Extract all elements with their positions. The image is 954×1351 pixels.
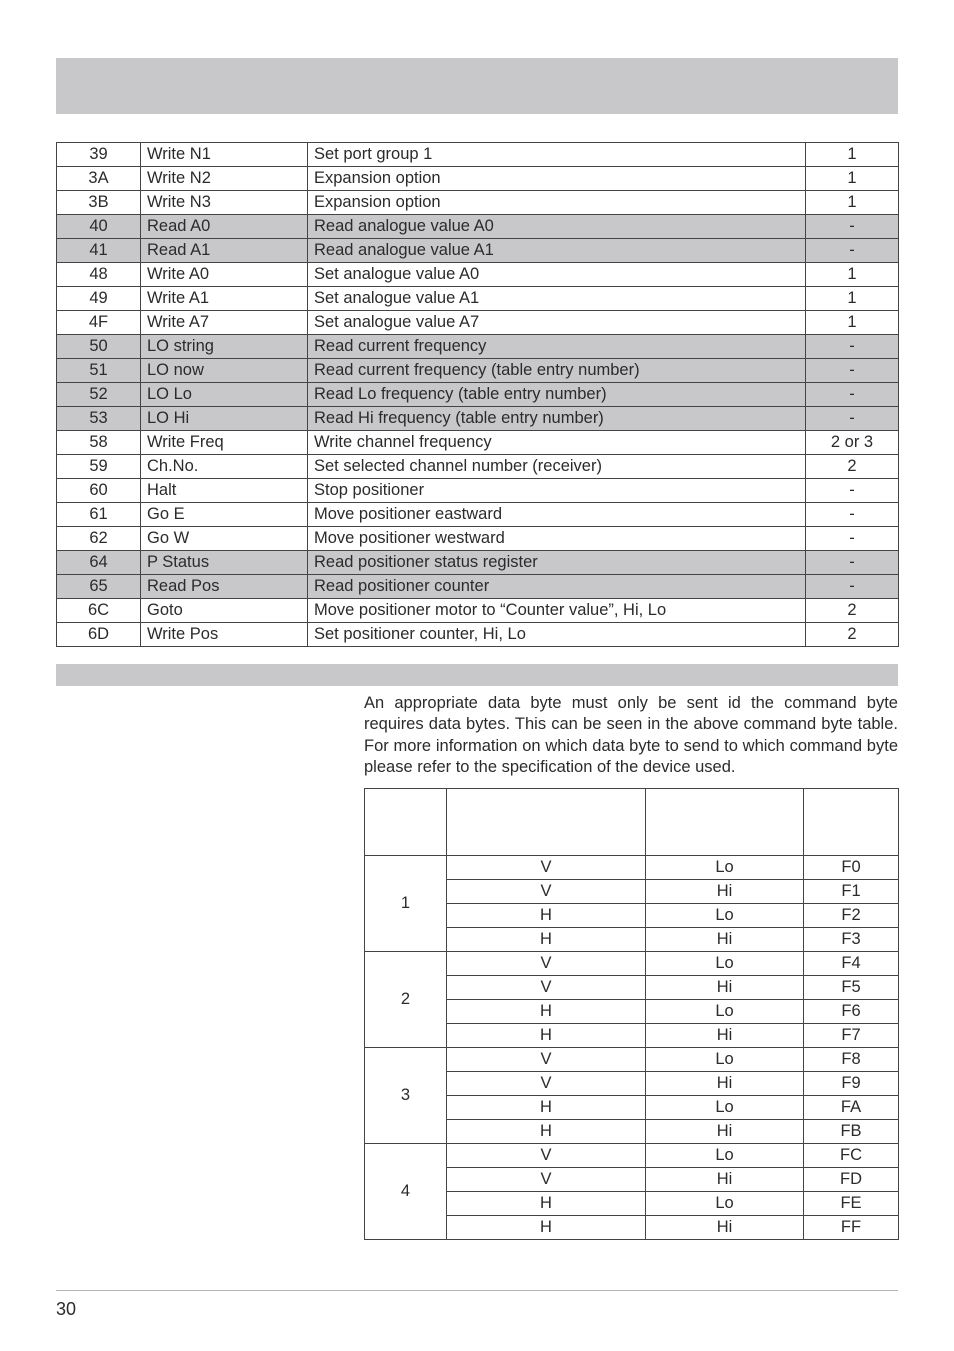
command-name-cell: LO string <box>141 335 308 359</box>
command-description-cell: Read Hi frequency (table entry number) <box>308 407 806 431</box>
command-row <box>57 215 899 239</box>
band-cell: Hi <box>646 976 804 1000</box>
command-data-bytes-cell: - <box>806 527 899 551</box>
command-name-cell: Read A1 <box>141 239 308 263</box>
command-name-cell: Halt <box>141 479 308 503</box>
band-cell: Hi <box>646 1216 804 1240</box>
command-description-cell: Set analogue value A7 <box>308 311 806 335</box>
command-data-bytes-cell: - <box>806 551 899 575</box>
command-name-cell: Read A0 <box>141 215 308 239</box>
band-cell: Lo <box>646 1192 804 1216</box>
band-cell: Hi <box>646 1024 804 1048</box>
command-data-bytes-cell: 1 <box>806 167 899 191</box>
polarity-cell: V <box>447 1048 646 1072</box>
command-code-cell: 59 <box>57 455 141 479</box>
polarity-cell: H <box>447 1120 646 1144</box>
polarity-cell: H <box>447 928 646 952</box>
polarity-cell: V <box>447 1168 646 1192</box>
command-row <box>57 191 899 215</box>
polarity-cell: H <box>447 904 646 928</box>
command-name-cell: Write N3 <box>141 191 308 215</box>
polarity-cell: V <box>447 1144 646 1168</box>
command-code-cell: 6D <box>57 623 141 647</box>
command-description-cell: Set positioner counter, Hi, Lo <box>308 623 806 647</box>
command-code-cell: 39 <box>57 143 141 167</box>
command-description-cell: Read current frequency (table entry number) <box>308 359 806 383</box>
data-byte-cell: F0 <box>804 856 899 880</box>
command-code-cell: 53 <box>57 407 141 431</box>
command-name-cell: Goto <box>141 599 308 623</box>
command-description-cell: Read analogue value A0 <box>308 215 806 239</box>
command-row <box>57 407 899 431</box>
command-data-bytes-cell: 2 <box>806 623 899 647</box>
footer-divider <box>56 1290 898 1291</box>
data-row <box>365 856 899 880</box>
command-name-cell: Write A0 <box>141 263 308 287</box>
command-name-cell: Write N2 <box>141 167 308 191</box>
command-row <box>57 599 899 623</box>
command-code-cell: 61 <box>57 503 141 527</box>
command-code-cell: 49 <box>57 287 141 311</box>
command-row <box>57 311 899 335</box>
command-data-bytes-cell: - <box>806 215 899 239</box>
command-code-cell: 40 <box>57 215 141 239</box>
command-description-cell: Read positioner status register <box>308 551 806 575</box>
command-description-cell: Move positioner motor to “Counter value”, Hi, Lo <box>308 599 806 623</box>
data-byte-cell: F8 <box>804 1048 899 1072</box>
data-byte-cell: F6 <box>804 1000 899 1024</box>
command-code-cell: 3A <box>57 167 141 191</box>
data-byte-cell: FC <box>804 1144 899 1168</box>
command-name-cell: Ch.No. <box>141 455 308 479</box>
command-name-cell: Write Freq <box>141 431 308 455</box>
group-label-cell: 1 <box>365 856 447 952</box>
band-cell: Lo <box>646 1144 804 1168</box>
command-code-cell: 65 <box>57 575 141 599</box>
polarity-cell: V <box>447 856 646 880</box>
command-name-cell: Write A7 <box>141 311 308 335</box>
command-data-bytes-cell: - <box>806 575 899 599</box>
command-row <box>57 143 899 167</box>
command-description-cell: Read current frequency <box>308 335 806 359</box>
polarity-cell: H <box>447 1216 646 1240</box>
command-name-cell: LO Lo <box>141 383 308 407</box>
data-row <box>365 1048 899 1072</box>
band-cell: Lo <box>646 952 804 976</box>
band-cell: Lo <box>646 1048 804 1072</box>
command-code-cell: 48 <box>57 263 141 287</box>
command-name-cell: Go E <box>141 503 308 527</box>
command-data-bytes-cell: - <box>806 335 899 359</box>
data-byte-cell: F4 <box>804 952 899 976</box>
command-data-bytes-cell: 1 <box>806 191 899 215</box>
command-code-cell: 4F <box>57 311 141 335</box>
data-byte-cell: FF <box>804 1216 899 1240</box>
polarity-cell: H <box>447 1192 646 1216</box>
command-row <box>57 287 899 311</box>
command-code-cell: 60 <box>57 479 141 503</box>
command-row <box>57 335 899 359</box>
command-data-bytes-cell: 2 <box>806 455 899 479</box>
command-row <box>57 623 899 647</box>
command-description-cell: Expansion option <box>308 191 806 215</box>
command-data-bytes-cell: 1 <box>806 311 899 335</box>
command-row <box>57 359 899 383</box>
group-label-cell: 4 <box>365 1144 447 1240</box>
header-cell <box>804 789 899 856</box>
band-cell: Hi <box>646 880 804 904</box>
command-code-cell: 51 <box>57 359 141 383</box>
band-cell: Hi <box>646 1120 804 1144</box>
data-byte-cell: F7 <box>804 1024 899 1048</box>
command-data-bytes-cell: - <box>806 359 899 383</box>
command-code-cell: 52 <box>57 383 141 407</box>
command-code-cell: 64 <box>57 551 141 575</box>
page-number: 30 <box>56 1299 77 1319</box>
polarity-cell: H <box>447 1024 646 1048</box>
command-description-cell: Set analogue value A1 <box>308 287 806 311</box>
band-cell: Lo <box>646 904 804 928</box>
polarity-cell: V <box>447 880 646 904</box>
header-cell <box>447 789 646 856</box>
header-cell <box>646 789 804 856</box>
command-name-cell: Write N1 <box>141 143 308 167</box>
command-code-cell: 58 <box>57 431 141 455</box>
command-code-cell: 50 <box>57 335 141 359</box>
command-description-cell: Stop positioner <box>308 479 806 503</box>
command-data-bytes-cell: 1 <box>806 263 899 287</box>
data-row <box>365 952 899 976</box>
command-code-cell: 62 <box>57 527 141 551</box>
band-cell: Lo <box>646 1096 804 1120</box>
command-name-cell: Read Pos <box>141 575 308 599</box>
data-byte-paragraph: An appropriate data byte must only be sent id the command byte requires data bytes. This can be seen in the above command byte table. For more information on which data byte to send to which command byte please refer to the specification of the device used. <box>364 694 898 776</box>
command-description-cell: Move positioner westward <box>308 527 806 551</box>
command-data-bytes-cell: 1 <box>806 287 899 311</box>
polarity-cell: V <box>447 976 646 1000</box>
data-byte-cell: FD <box>804 1168 899 1192</box>
command-code-cell: 6C <box>57 599 141 623</box>
section-band <box>56 664 898 686</box>
command-description-cell: Expansion option <box>308 167 806 191</box>
band-cell: Lo <box>646 856 804 880</box>
command-description-cell: Read positioner counter <box>308 575 806 599</box>
polarity-cell: H <box>447 1096 646 1120</box>
data-byte-table <box>364 788 899 1240</box>
command-row <box>57 239 899 263</box>
command-name-cell: Go W <box>141 527 308 551</box>
command-row <box>57 263 899 287</box>
command-data-bytes-cell: - <box>806 479 899 503</box>
data-byte-cell: FE <box>804 1192 899 1216</box>
header-cell <box>365 789 447 856</box>
command-description-cell: Set selected channel number (receiver) <box>308 455 806 479</box>
command-row <box>57 431 899 455</box>
data-row <box>365 1144 899 1168</box>
data-byte-cell: F5 <box>804 976 899 1000</box>
command-name-cell: Write Pos <box>141 623 308 647</box>
polarity-cell: V <box>447 952 646 976</box>
command-row <box>57 551 899 575</box>
command-row <box>57 383 899 407</box>
command-description-cell: Write channel frequency <box>308 431 806 455</box>
data-byte-cell: F2 <box>804 904 899 928</box>
command-code-cell: 3B <box>57 191 141 215</box>
command-name-cell: Write A1 <box>141 287 308 311</box>
command-code-cell: 41 <box>57 239 141 263</box>
header-band <box>56 58 898 114</box>
band-cell: Hi <box>646 1168 804 1192</box>
command-description-cell: Set analogue value A0 <box>308 263 806 287</box>
data-table-header-row <box>365 789 899 856</box>
command-row <box>57 479 899 503</box>
band-cell: Hi <box>646 928 804 952</box>
command-name-cell: P Status <box>141 551 308 575</box>
command-data-bytes-cell: 2 or 3 <box>806 431 899 455</box>
command-data-bytes-cell: - <box>806 383 899 407</box>
data-byte-cell: F9 <box>804 1072 899 1096</box>
command-row <box>57 167 899 191</box>
polarity-cell: V <box>447 1072 646 1096</box>
command-name-cell: LO Hi <box>141 407 308 431</box>
command-description-cell: Move positioner eastward <box>308 503 806 527</box>
polarity-cell: H <box>447 1000 646 1024</box>
command-row <box>57 575 899 599</box>
group-label-cell: 3 <box>365 1048 447 1144</box>
command-description-cell: Read Lo frequency (table entry number) <box>308 383 806 407</box>
command-data-bytes-cell: - <box>806 503 899 527</box>
command-row <box>57 527 899 551</box>
command-data-bytes-cell: 2 <box>806 599 899 623</box>
command-row <box>57 503 899 527</box>
command-description-cell: Read analogue value A1 <box>308 239 806 263</box>
command-byte-table <box>56 142 899 647</box>
command-data-bytes-cell: - <box>806 407 899 431</box>
data-byte-cell: FB <box>804 1120 899 1144</box>
command-data-bytes-cell: - <box>806 239 899 263</box>
command-description-cell: Set port group 1 <box>308 143 806 167</box>
group-label-cell: 2 <box>365 952 447 1048</box>
data-byte-cell: F1 <box>804 880 899 904</box>
data-byte-cell: FA <box>804 1096 899 1120</box>
data-byte-cell: F3 <box>804 928 899 952</box>
band-cell: Hi <box>646 1072 804 1096</box>
command-row <box>57 455 899 479</box>
command-name-cell: LO now <box>141 359 308 383</box>
command-data-bytes-cell: 1 <box>806 143 899 167</box>
band-cell: Lo <box>646 1000 804 1024</box>
